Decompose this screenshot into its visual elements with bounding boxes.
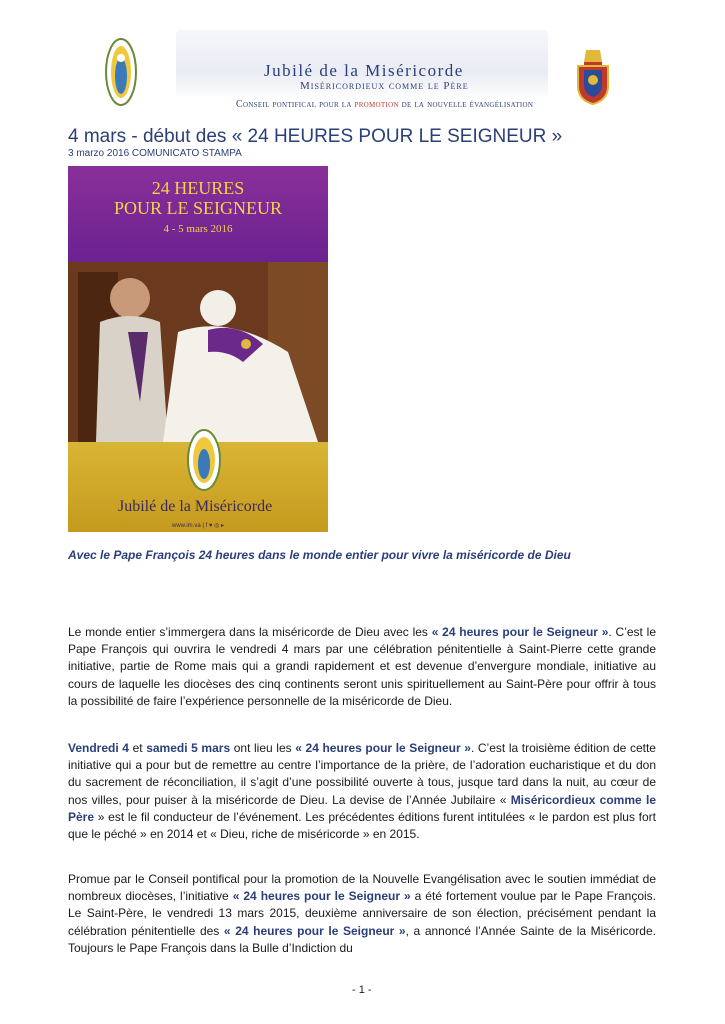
header-title: Jubilé de la Miséricorde [264,61,464,80]
event-poster [68,166,328,532]
photo-caption: Avec le Pape François 24 heures dans le monde entier pour vivre la miséricorde de Dieu [68,548,571,562]
page-title: 4 mars - début des « 24 HEURES POUR LE SEIGNEUR » [68,126,563,147]
poster-website: www.im.va | f ♥ ◎ ▸ [172,523,225,529]
letterhead [0,0,725,115]
paragraph-2: Vendredi 4 et samedi 5 mars ont lieu les « 24 heures pour le Seigneur ». C’est la troisième édition de cette initiative qui a pour but de remettre au centre l’importance de la prière, de l’adoration eucharistique et du don du sacrement de réconciliation, il s’agit d’une possibilité ouverte à tous, jusque tard dans la nuit, au cœur de nos villes, pour puiser à la miséricorde de Dieu. La devise de l’Année Jubilaire « Miséricordieux comme le Père » est le fil conducteur de l’événement. Les précédentes éditions furent intitulées « le pardon est plus fort que le péché » en 2014 et « Dieu, riche de miséricorde » en 2015. [68,741,657,842]
pope-confession-photo [68,262,328,442]
poster-title: 24 HEURES POUR LE SEIGNEUR [113,178,282,218]
poster-dates: 4 - 5 mars 2016 [163,223,233,235]
publication-date: 3 marzo 2016 COMUNICATO STAMPA [68,148,242,159]
header-council: Conseil pontifical pour la promotion de la nouvelle évangélisation [236,99,534,110]
poster-brand: Jubilé de la Miséricorde [118,498,273,515]
header-subtitle: Miséricordieux comme le Père [300,80,469,92]
poster-jubilee-logo-icon [186,428,222,492]
jubilee-logo-icon [104,36,138,108]
paragraph-1: Le monde entier s’immergera dans la miséricorde de Dieu avec les « 24 heures pour le Seigneur ». C’est le Pape François qui ouvrira le vendredi 4 mars par une célébration pénitentielle à Saint-Pierre cette grande initiative, partie de Rome mais qui a grandi rapidement et est devenue d’envergure mondiale, initiative au cours de laquelle les diocèses des cinq continents seront unis spirituellement au Saint-Père pour offrir à tous la possibilité de faire l’expérience personnelle de la miséricorde de Dieu. [68,625,656,708]
paragraph-3: Promue par le Conseil pontifical pour la promotion de la Nouvelle Evangélisation avec le soutien immédiat de nombreux diocèses, l’initiative « 24 heures pour le Seigneur » a été fortement voulue par le Pape François. Le Saint-Père, le vendredi 13 mars 2015, deuxième anniversaire de son élection, précisément pendant la célébration pénitentielle des « 24 heures pour le Seigneur », a annoncé l’Année Sainte de la Miséricorde. Toujours le Pape François dans la Bulle d’Indiction du [68,872,656,955]
papal-coat-of-arms-icon [570,46,616,106]
page-number: - 1 - [352,984,372,996]
